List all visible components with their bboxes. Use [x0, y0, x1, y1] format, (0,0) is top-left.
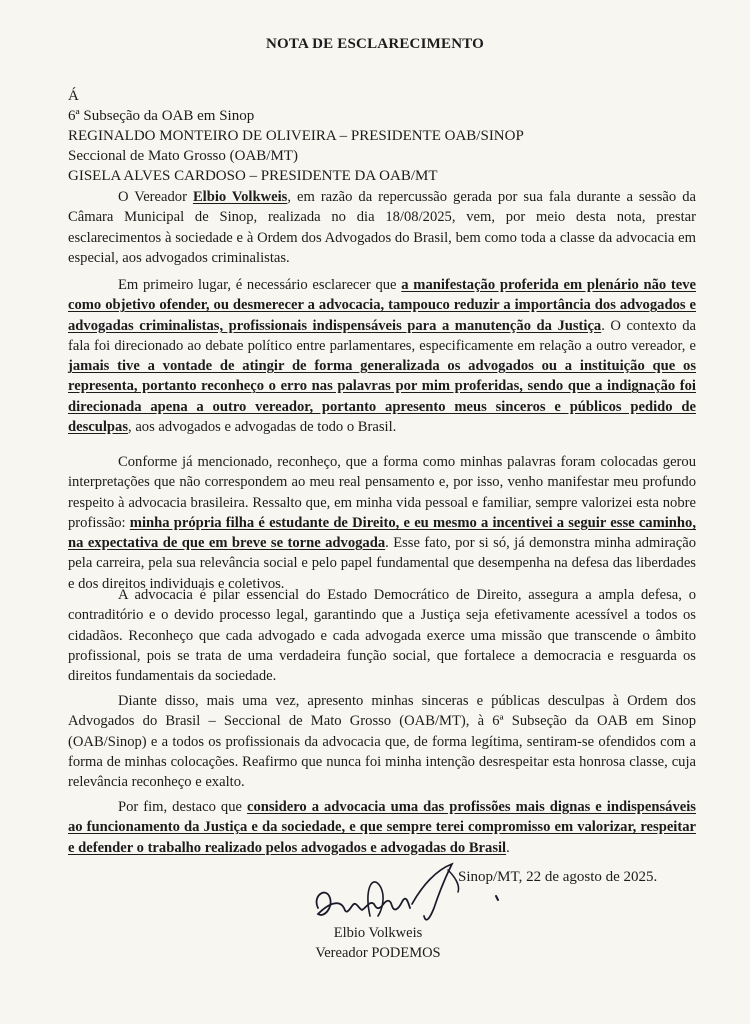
place-and-date: Sinop/MT, 22 de agosto de 2025. [458, 869, 658, 885]
paragraph-text: . Esse fato, por si só, já demonstra minha admiração pela carreira, pela sua relevância social e pelo papel fundamental que desempenha na defesa das liberdades e dos direitos individuais e coletivos. [68, 535, 696, 592]
addressee-line: Á [68, 88, 79, 104]
paragraph-text: A advocacia é pilar essencial do Estado Democrático de Direito, assegura a ampla defesa, o contraditório e o devido processo legal, garantindo que a Justiça seja efetivamente acessível a todos os cidadãos. Reconheço que cada advogado e cada advogada exerce uma missão que transcende o âmbito profissional, pois se trata de uma verdadeira função social, que fortalece a democracia e resguarda os direitos fundamentais da sociedade. [68, 587, 696, 685]
paragraph-text: . O contexto da fala foi direcionado ao debate político entre parlamentares, especificamente em relação a outro vereador, e [68, 317, 696, 354]
document-title: NOTA DE ESCLARECIMENTO [265, 36, 485, 52]
paragraph-text: O Vereador [118, 189, 193, 205]
addressee-line: REGINALDO MONTEIRO DE OLIVEIRA – PRESIDENTE OAB/SINOP [68, 128, 524, 144]
paragraph-text: Conforme já mencionado, reconheço, que a forma como minhas palavras foram colocadas gerou interpretações que não correspondem ao meu real pensamento e, por isso, venho manifestar meu profundo respeito à advocacia brasileira. Ressalto que, em minha vida pessoal e familiar, sempre valorizei esta nobre profissão: [68, 454, 696, 531]
addressee-block [68, 86, 708, 186]
paragraph-2 [68, 275, 696, 437]
highlighted-statement: jamais tive a vontade de atingir de forma generalizada os advogados ou a instituição que os representa, portanto reconheço o erro nas palavras por mim proferidas, sendo que a indignação foi direcionada apena a outro vereador, portanto apresento meus sinceros e públicos pedido de desculpas [68, 358, 696, 436]
paragraph-1 [68, 187, 696, 268]
paragraph-4 [68, 585, 696, 686]
paragraph-5 [68, 691, 696, 792]
paragraph-text: Em primeiro lugar, é necessário esclarecer que [118, 277, 402, 293]
addressee-line: 6ª Subseção da OAB em Sinop [68, 108, 255, 124]
addressee-line: GISELA ALVES CARDOSO – PRESIDENTE DA OAB/MT [68, 168, 438, 184]
paragraph-text: Diante disso, mais uma vez, apresento minhas sinceras e públicas desculpas à Ordem dos Advogados do Brasil – Seccional de Mato Grosso (OAB/MT), à 6ª Subseção da OAB em Sinop (OAB/Sinop) e a todos os profissionais da advocacia que, de forma legítima, sentiram-se ofendidos com a forma de minhas colocações. Reafirmo que nunca foi minha intenção desrespeitar esta honrosa classe, cuja relevância reconheço e exalto. [68, 693, 696, 791]
paragraph-6 [68, 797, 696, 858]
paragraph-text: , em razão da repercussão gerada por sua fala durante a sessão da Câmara Municipal de Sinop, realizada no dia 18/08/2025, vem, por meio desta nota, prestar esclarecimentos à sociedade e à Ordem dos Advogados do Brasil, bem como toda a classe da advocacia em especial, aos advogados criminalistas. [68, 189, 696, 266]
signer-role: Vereador PODEMOS [315, 945, 441, 961]
signer-name: Elbio Volkweis [333, 925, 423, 941]
highlighted-statement: minha própria filha é estudante de Direito, e eu mesmo a incentivei a seguir esse caminho, na expectativa de que em breve se torne advogada [68, 514, 696, 552]
signature-block [0, 923, 750, 963]
addressee-line: Seccional de Mato Grosso (OAB/MT) [68, 148, 298, 164]
councilor-name: Elbio Volkweis [192, 189, 288, 205]
paragraph-text: Por fim, destaco que [118, 799, 247, 815]
highlighted-statement: a manifestação proferida em plenário não teve como objetivo ofender, ou desmerecer a advocacia, tampouco reduzir a importância dos advogados e advogadas criminalistas, profissionais indispensáveis para a manutenção da Justiça [68, 277, 697, 334]
paragraph-text: , aos advogados e advogadas de todo o Brasil. [128, 419, 397, 436]
paragraph-text: . [506, 839, 510, 856]
highlighted-statement: considero a advocacia uma das profissões mais dignas e indispensáveis ao funcionamento da Justiça e da sociedade, e que sempre terei compromisso em valorizar, respeitar e defender o trabalho realizado pelos advogados e advogadas do Brasil [68, 799, 696, 856]
paragraph-3 [68, 452, 696, 594]
